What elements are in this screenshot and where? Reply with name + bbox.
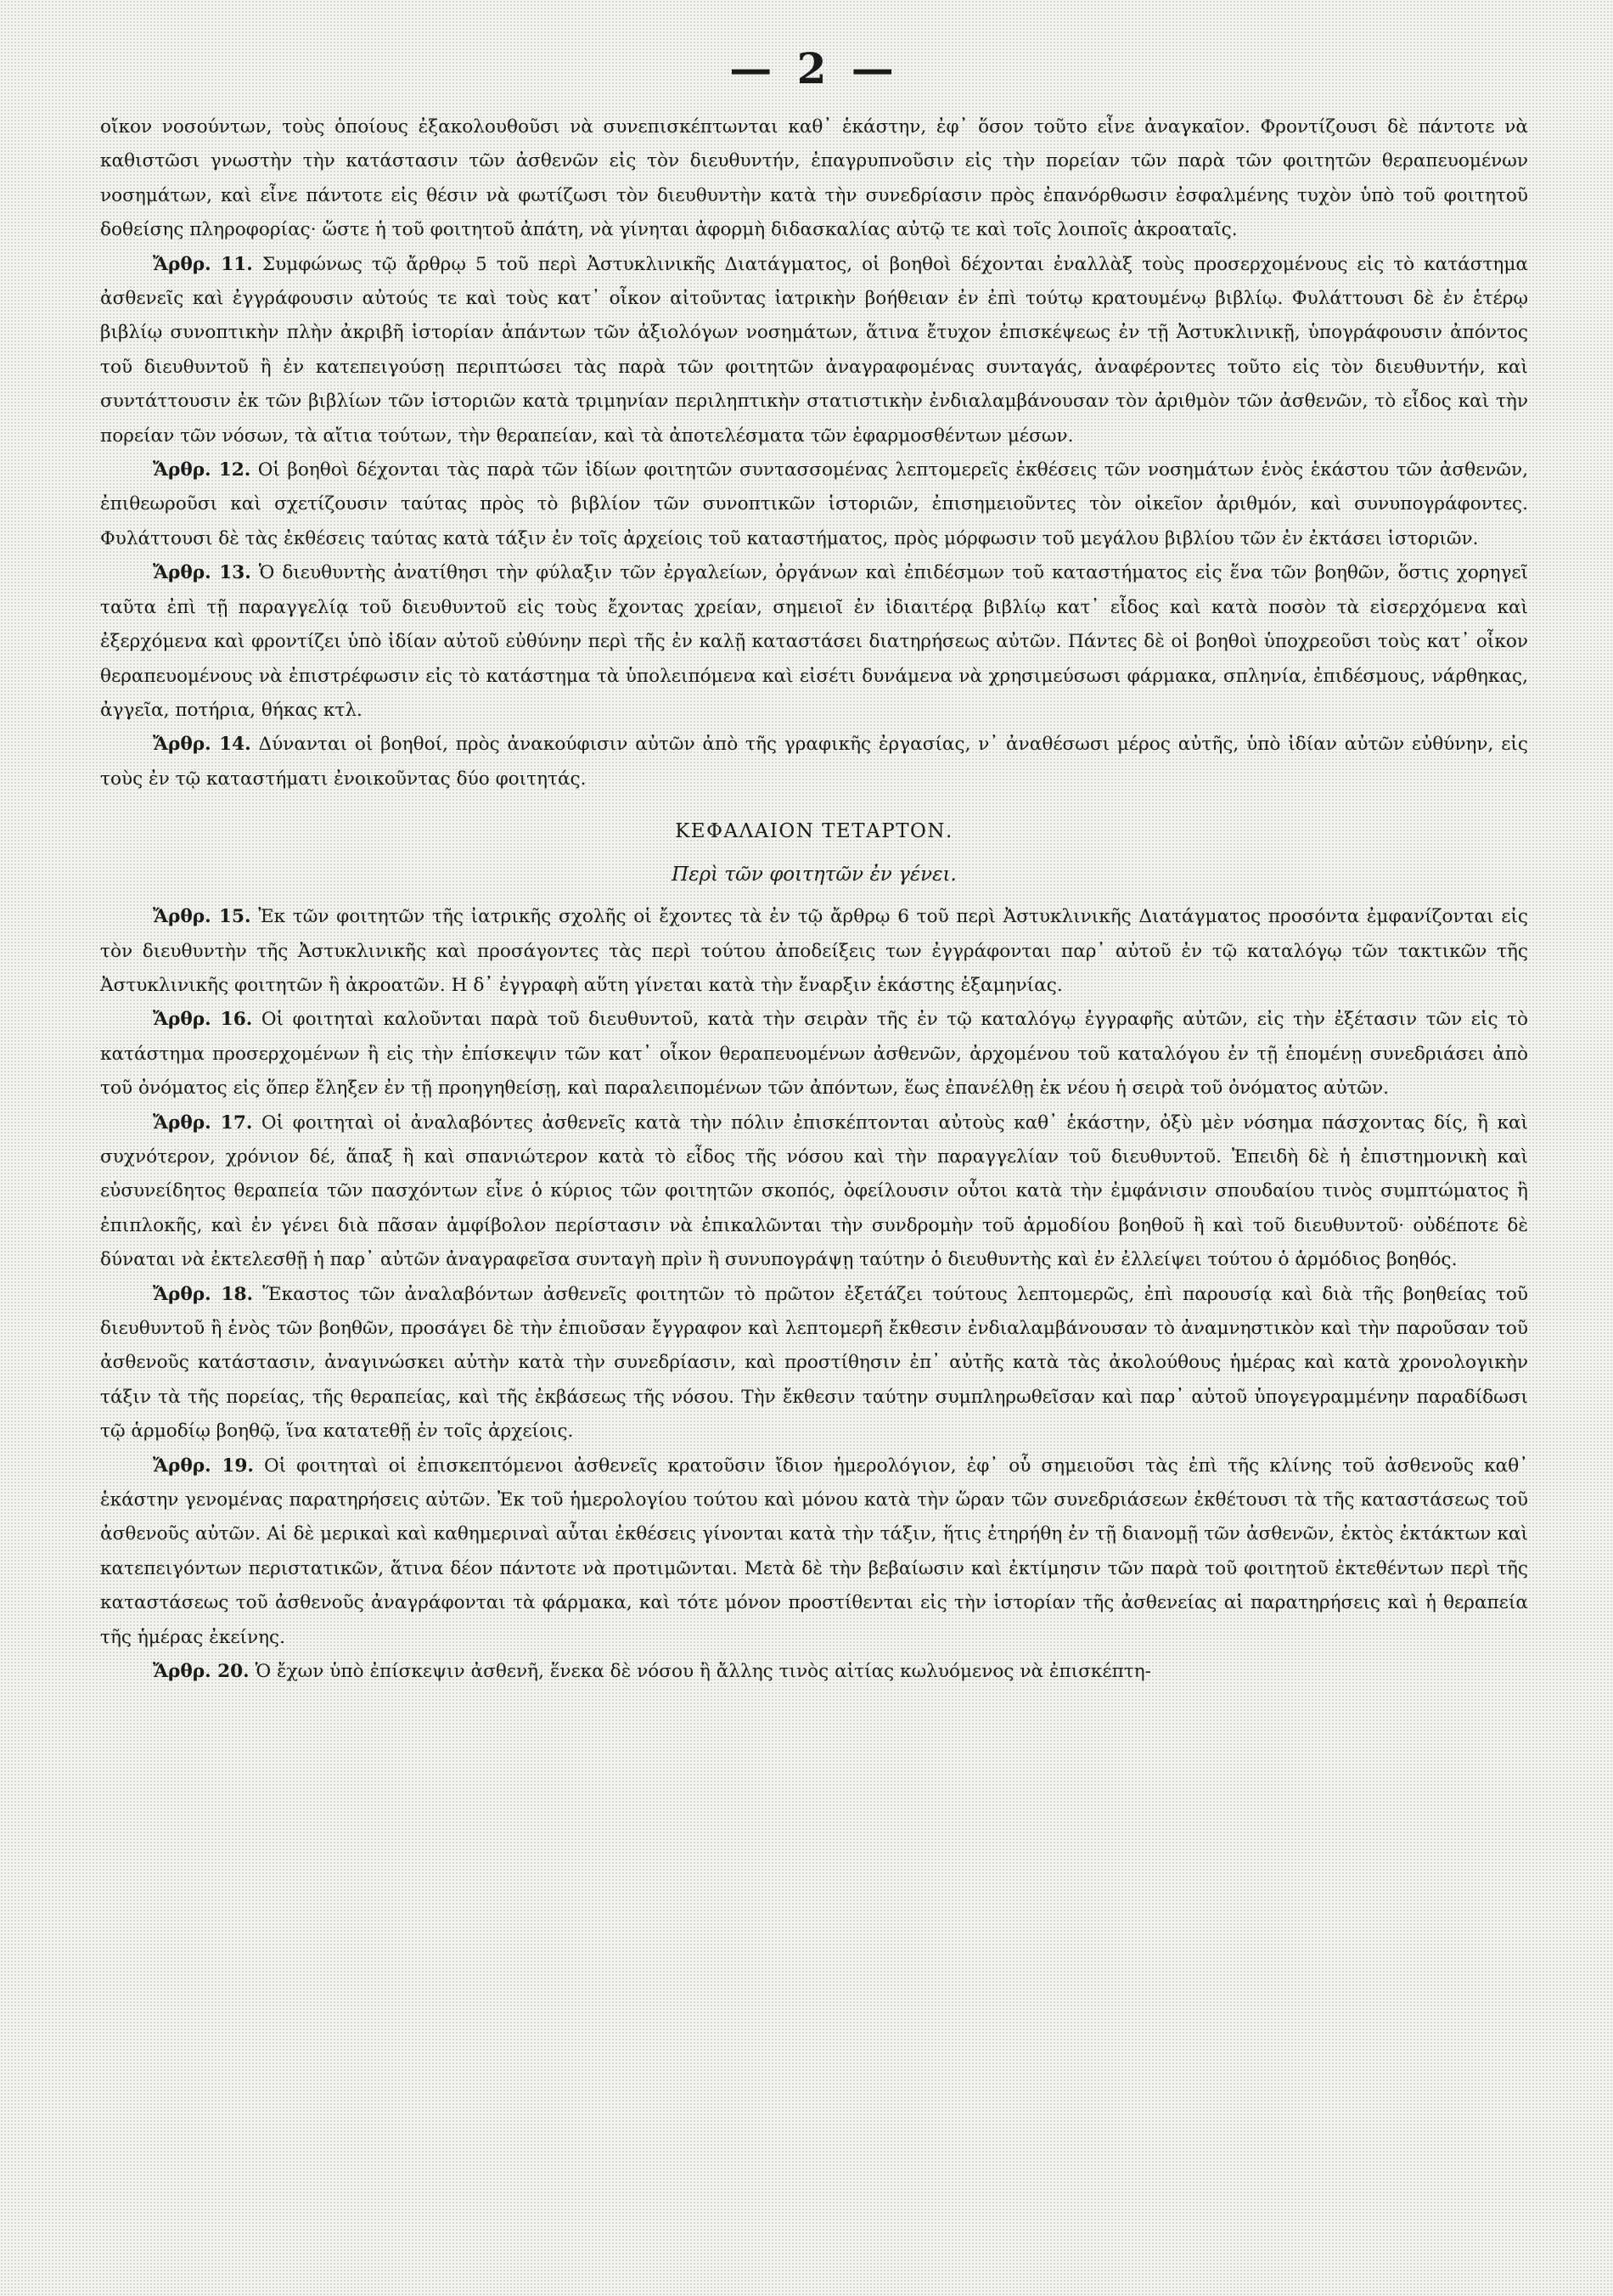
article-20 (100, 1655, 1528, 1689)
chapter-subtitle: Περὶ τῶν φοιτητῶν ἐν γένει. (672, 864, 957, 886)
article-text: Ἐκ τῶν φοιτητῶν τῆς ἰατρικῆς σχολῆς οἱ ἔχοντες τὰ ἐν τῷ ἄρθρῳ 6 τοῦ περὶ Ἀστυκλινικῆς Διατάγματος προσόντα ἐμφανίζονται εἰς τὸν διευθυντὴν τῆς Ἀστυκλινικῆς καὶ προσάγοντες τὰς περὶ τούτου ἀποδείξεις των ἐγγράφονται παρ᾿ αὐτοῦ ἐν τῷ καταλόγῳ τῶν τακτικῶν τῆς Ἀστυκλινικῆς φοιτητῶν ἢ ἀκροατῶν. Η δ᾿ ἐγγραφὴ αὕτη γίνεται κατὰ τὴν ἔναρξιν ἑκάστης ἑξαμηνίας. (100, 906, 1529, 996)
article-text: Ἕκαστος τῶν ἀναλαβόντων ἀσθενεῖς φοιτητῶν τὸ πρῶτον ἐξετάζει τούτους λεπτομερῶς, ἐπὶ παρουσίᾳ καὶ διὰ τῆς βοηθείας τοῦ διευθυντοῦ ἢ ἑνὸς τῶν βοηθῶν, προσάγει δὲ τὴν ἐπιοῦσαν ἔγγραφον καὶ λεπτομερῆ ἔκθεσιν ἐνδιαλαμβάνουσαν τὸ ἀναμνηστικὸν καὶ τὴν παροῦσαν τοῦ ἀσθενοῦς κατάστασιν, ἀναγινώσκει αὐτὴν κατὰ τὴν συνεδρίασιν, καὶ προστίθησιν ἐπ᾿ αὐτῆς κατὰ τὰς ἀκολούθους ἡμέρας καὶ κατὰ χρονολογικὴν τάξιν τὰ τῆς πορείας, τῆς θεραπείας, καὶ τῆς ἐκβάσεως τῆς νόσου. Τὴν ἔκθεσιν ταύτην συμπληρωθεῖσαν καὶ παρ᾿ αὐτοῦ ὑπογεγραμμένην παραδίδωσι τῷ ἁρμοδίῳ βοηθῷ, ἵνα κατατεθῇ ἐν τοῖς ἀρχείοις. (100, 1283, 1528, 1443)
article-19 (100, 1449, 1528, 1655)
article-17 (100, 1106, 1528, 1278)
article-label: Ἄρθρ. 13. (153, 562, 251, 584)
article-text: Δύνανται οἱ βοηθοί, πρὸς ἀνακούφισιν αὐτῶν ἀπὸ τῆς γραφικῆς ἐργασίας, ν᾿ ἀναθέσωσι μέρος αὐτῆς, ὑπὸ ἰδίαν αὐτῶν εὐθύνην, εἰς τοὺς ἐν τῷ καταστήματι ἐνοικοῦντας δύο φοιτητάς. (100, 734, 1528, 790)
page-number: — 2 — (729, 43, 899, 93)
article-16 (100, 1003, 1528, 1106)
article-label: Ἄρθρ. 11. (153, 253, 253, 275)
article-text: Οἱ φοιτηταὶ οἱ ἐπισκεπτόμενοι ἀσθενεῖς κρατοῦσιν ἴδιον ἡμερολόγιον, ἐφ᾿ οὗ σημειοῦσι τὰς ἐπὶ τῆς κλίνης τοῦ ἀσθενοῦς καθ᾿ ἑκάστην γενομένας παρατηρήσεις αὐτῶν. Ἐκ τοῦ ἡμερολογίου τούτου καὶ μόνου κατὰ τὴν ὥραν τῶν συνεδριάσεων ἐκθέτουσι τὰ τῆς καταστάσεως τοῦ ἀσθενοῦς αὐτῶν. Αἱ δὲ μερικαὶ καὶ καθημεριναὶ αὗται ἐκθέσεις γίνονται κατὰ τὴν τάξιν, ἥτις ἐτηρήθη ἐν τῇ διανομῇ τῶν ἀσθενῶν, ἐκτὸς ἐκτάκτων καὶ κατεπειγόντων περιστατικῶν, ἅτινα δέον πάντοτε νὰ προτιμῶνται. Μετὰ δὲ τὴν βεβαίωσιν καὶ ἐκτίμησιν τῶν παρὰ τοῦ φοιτητοῦ ἐκτεθέντων περὶ τῆς καταστάσεως τοῦ ἀσθενοῦς ἀναγράφονται τὰ φάρμακα, καὶ τότε μόνον προστίθενται εἰς τὴν ἱστορίαν τῆς ἀσθενείας αἱ παρατηρήσεις καὶ ἡ θεραπεία τῆς ἡμέρας ἐκείνης. (100, 1455, 1528, 1648)
article-label: Ἄρθρ. 18. (153, 1283, 254, 1305)
article-14 (100, 728, 1528, 796)
article-label: Ἄρθρ. 12. (153, 459, 251, 481)
article-text: Οἱ φοιτηταὶ καλοῦνται παρὰ τοῦ διευθυντοῦ, κατὰ τὴν σειρὰν τῆς ἐν τῷ καταλόγῳ ἐγγραφῆς αὐτῶν, εἰς τὴν ἐξέτασιν τῶν εἰς τὸ κατάστημα προσερχομένων ἢ εἰς τὴν ἐπίσκεψιν τῶν κατ᾿ οἶκον θεραπευομένων ἀσθενῶν, ἀρχομένου τοῦ καταλόγου ἐν τῇ ἑπομένῃ συνεδριάσει ἀπὸ τοῦ ὀνόματος εἰς ὅπερ ἔληξεν ἐν τῇ προηγηθείσῃ, καὶ παραλειπομένων τῶν ἀπόντων, ἕως ἐπανέλθῃ ἐκ νέου ἡ σειρὰ τοῦ ὀνόματος αὐτῶν. (100, 1009, 1528, 1100)
paragraph-text: οἴκον νοσούντων, τοὺς ὁποίους ἐξακολουθοῦσι νὰ συνεπισκέπτωνται καθ᾿ ἑκάστην, ἐφ᾿ ὅσον τοῦτο εἶνε ἀναγκαῖον. Φροντίζουσι δὲ πάντοτε νὰ καθιστῶσι γνωστὴν τὴν κατάστασιν τῶν ἀσθενῶν εἰς τὸν διευθυντήν, ἐπαγρυπνοῦσιν εἰς τὴν πορείαν τῶν παρὰ τῶν φοιτητῶν θεραπευομένων νοσημάτων, καὶ εἶνε πάντοτε εἰς θέσιν νὰ φωτίζωσι τὸν διευθυντὴν κατὰ τὴν συνεδρίασιν πρὸς ἐπανόρθωσιν ἐσφαλμένης τυχὸν ὑπὸ τοῦ φοιτητοῦ δοθείσης πληροφορίας· ὥστε ἡ τοῦ φοιτητοῦ ἀπάτη, νὰ γίνηται ἀφορμὴ διδασκαλίας αὐτῷ τε καὶ τοῖς λοιποῖς ἀκροαταῖς. (100, 116, 1528, 241)
chapter-title: ΚΕΦΑΛΑΙΟΝ ΤΕΤΑΡΤΟΝ. (675, 820, 953, 843)
article-text: Συμφώνως τῷ ἄρθρῳ 5 τοῦ περὶ Ἀστυκλινικῆς Διατάγματος, οἱ βοηθοὶ δέχονται ἐναλλὰξ τοὺς προσερχομένους εἰς τὸ κατάστημα ἀσθενεῖς καὶ ἐγγράφουσιν αὐτούς τε καὶ τοὺς κατ᾿ οἶκον αἰτοῦντας ἰατρικὴν βοήθειαν ἐν ἐπὶ τούτῳ κρατουμένῳ βιβλίῳ. Φυλάττουσι δὲ ἐν ἑτέρῳ βιβλίῳ συνοπτικὴν πλὴν ἀκριβῆ ἱστορίαν ἁπάντων τῶν ἀξιολόγων νοσημάτων, ἅτινα ἔτυχον ἐπισκέψεως ἐν τῇ Ἀστυκλινικῇ, ὑπογράφουσιν ἀπόντος τοῦ διευθυντοῦ ἢ ἐν κατεπειγούσῃ περιπτώσει τὰς παρὰ τῶν φοιτητῶν ἀναγραφομένας συνταγάς, ἀναφέροντες τοῦτο εἰς τὸν διευθυντήν, καὶ συντάττουσιν ἐκ τῶν βιβλίων τῶν ἱστοριῶν κατὰ τριμηνίαν περιληπτικὴν στατιστικὴν ἐνδιαλαμβάνουσαν τὸν ἀριθμὸν τῶν ἀσθενῶν, τὸ εἶδος καὶ τὴν πορείαν τῶν νόσων, τὰ αἴτια τούτων, τὴν θεραπείαν, καὶ τὰ ἀποτελέσματα τῶν ἐφαρμοσθέντων μέσων. (100, 253, 1528, 447)
article-text: Οἱ βοηθοὶ δέχονται τὰς παρὰ τῶν ἰδίων φοιτητῶν συντασσομένας λεπτομερεῖς ἐκθέσεις τῶν νοσημάτων ἑνὸς ἑκάστου τῶν ἀσθενῶν, ἐπιθεωροῦσι καὶ σχετίζουσιν ταύτας πρὸς τὸ βιβλίον τῶν συνοπτικῶν ἱστοριῶν, ἐπισημειοῦντες τὸν οἰκεῖον ἀριθμόν, καὶ συνυπογράφοντες. Φυλάττουσι δὲ τὰς ἐκθέσεις ταύτας κατὰ τάξιν ἐν τοῖς ἀρχείοις τοῦ καταστήματος, πρὸς μόρφωσιν τοῦ μεγάλου βιβλίου τῶν ἐν ἐκτάσει ἱστοριῶν. (100, 459, 1529, 549)
article-label: Ἄρθρ. 19. (153, 1455, 254, 1477)
article-text: Οἱ φοιτηταὶ οἱ ἀναλαβόντες ἀσθενεῖς κατὰ τὴν πόλιν ἐπισκέπτονται αὐτοὺς καθ᾿ ἑκάστην, ὀξὺ μὲν νόσημα πάσχοντας δίς, ἢ καὶ συχνότερον, χρόνιον δέ, ἅπαξ ἢ καὶ σπανιώτερον κατὰ τὸ εἶδος τῆς νόσου καὶ τὴν παραγγελίαν τοῦ διευθυντοῦ. Ἐπειδὴ δὲ ἡ ἐπιστημονικὴ καὶ εὐσυνείδητος θεραπεία τῶν πασχόντων εἶνε ὁ κύριος τῶν φοιτητῶν σκοπός, ὀφείλουσιν οὗτοι κατὰ τὴν ἐμφάνισιν σπουδαίου τινὸς συμπτώματος ἢ ἐπιπλοκῆς, καὶ ἐν γένει διὰ πᾶσαν ἀμφίβολον περίστασιν νὰ ἐπικαλῶνται τὴν συνδρομὴν τοῦ ἁρμοδίου βοηθοῦ ἢ καὶ τοῦ διευθυντοῦ· οὐδέποτε δὲ δύναται νὰ ἐκτελεσθῇ ἡ παρ᾿ αὐτῶν ἀναγραφεῖσα συνταγὴ πρὶν ἢ συνυπογράψῃ ταύτην ὁ διευθυντὴς καὶ ἐν ἐλλείψει τούτου ὁ ἁρμόδιος βοηθός. (100, 1111, 1528, 1271)
article-13 (100, 556, 1528, 728)
article-15 (100, 900, 1528, 1003)
article-text: Ὁ διευθυντὴς ἀνατίθησι τὴν φύλαξιν τῶν ἐργαλείων, ὀργάνων καὶ ἐπιδέσμων τοῦ καταστήματος εἰς ἕνα τῶν βοηθῶν, ὅστις χορηγεῖ ταῦτα ἐπὶ τῇ παραγγελίᾳ τοῦ διευθυντοῦ εἰς τοὺς ἔχοντας χρείαν, σημειοῖ ἐν ἰδιαιτέρᾳ βιβλίῳ κατ᾿ εἶδος καὶ κατὰ ποσὸν τὰ εἰσερχόμενα καὶ ἐξερχόμενα καὶ φροντίζει ὑπὸ ἰδίαν αὐτοῦ εὐθύνην περὶ τῆς ἐν καλῇ καταστάσει διατηρήσεως αὐτῶν. Πάντες δὲ οἱ βοηθοὶ ὑποχρεοῦσι τοὺς κατ᾿ οἶκον θεραπευομένους νὰ ἐπιστρέφωσιν εἰς τὸ κατάστημα τὰ ὑπολειπόμενα καὶ εἰσέτι δυνάμενα νὰ χρησιμεύσωσι φάρμακα, σπληνία, ἐπιδέσμους, νάρθηκας, ἀγγεῖα, ποτήρια, θήκας κτλ. (100, 562, 1529, 721)
article-label: Ἄρθρ. 14. (153, 734, 251, 756)
article-18 (100, 1278, 1528, 1449)
article-label: Ἄρθρ. 17. (153, 1111, 253, 1134)
article-11 (100, 248, 1528, 453)
article-label: Ἄρθρ. 16. (153, 1009, 253, 1031)
article-label: Ἄρθρ. 15. (153, 906, 251, 928)
article-12 (100, 453, 1528, 556)
article-text: Ὁ ἔχων ὑπὸ ἐπίσκεψιν ἀσθενῆ, ἕνεκα δὲ νόσου ἢ ἄλλης τινὸς αἰτίας κωλυόμενος νὰ ἐπισκέπτη- (255, 1661, 1151, 1683)
paragraph-continued (100, 110, 1528, 248)
article-label: Ἄρθρ. 20. (153, 1661, 250, 1683)
